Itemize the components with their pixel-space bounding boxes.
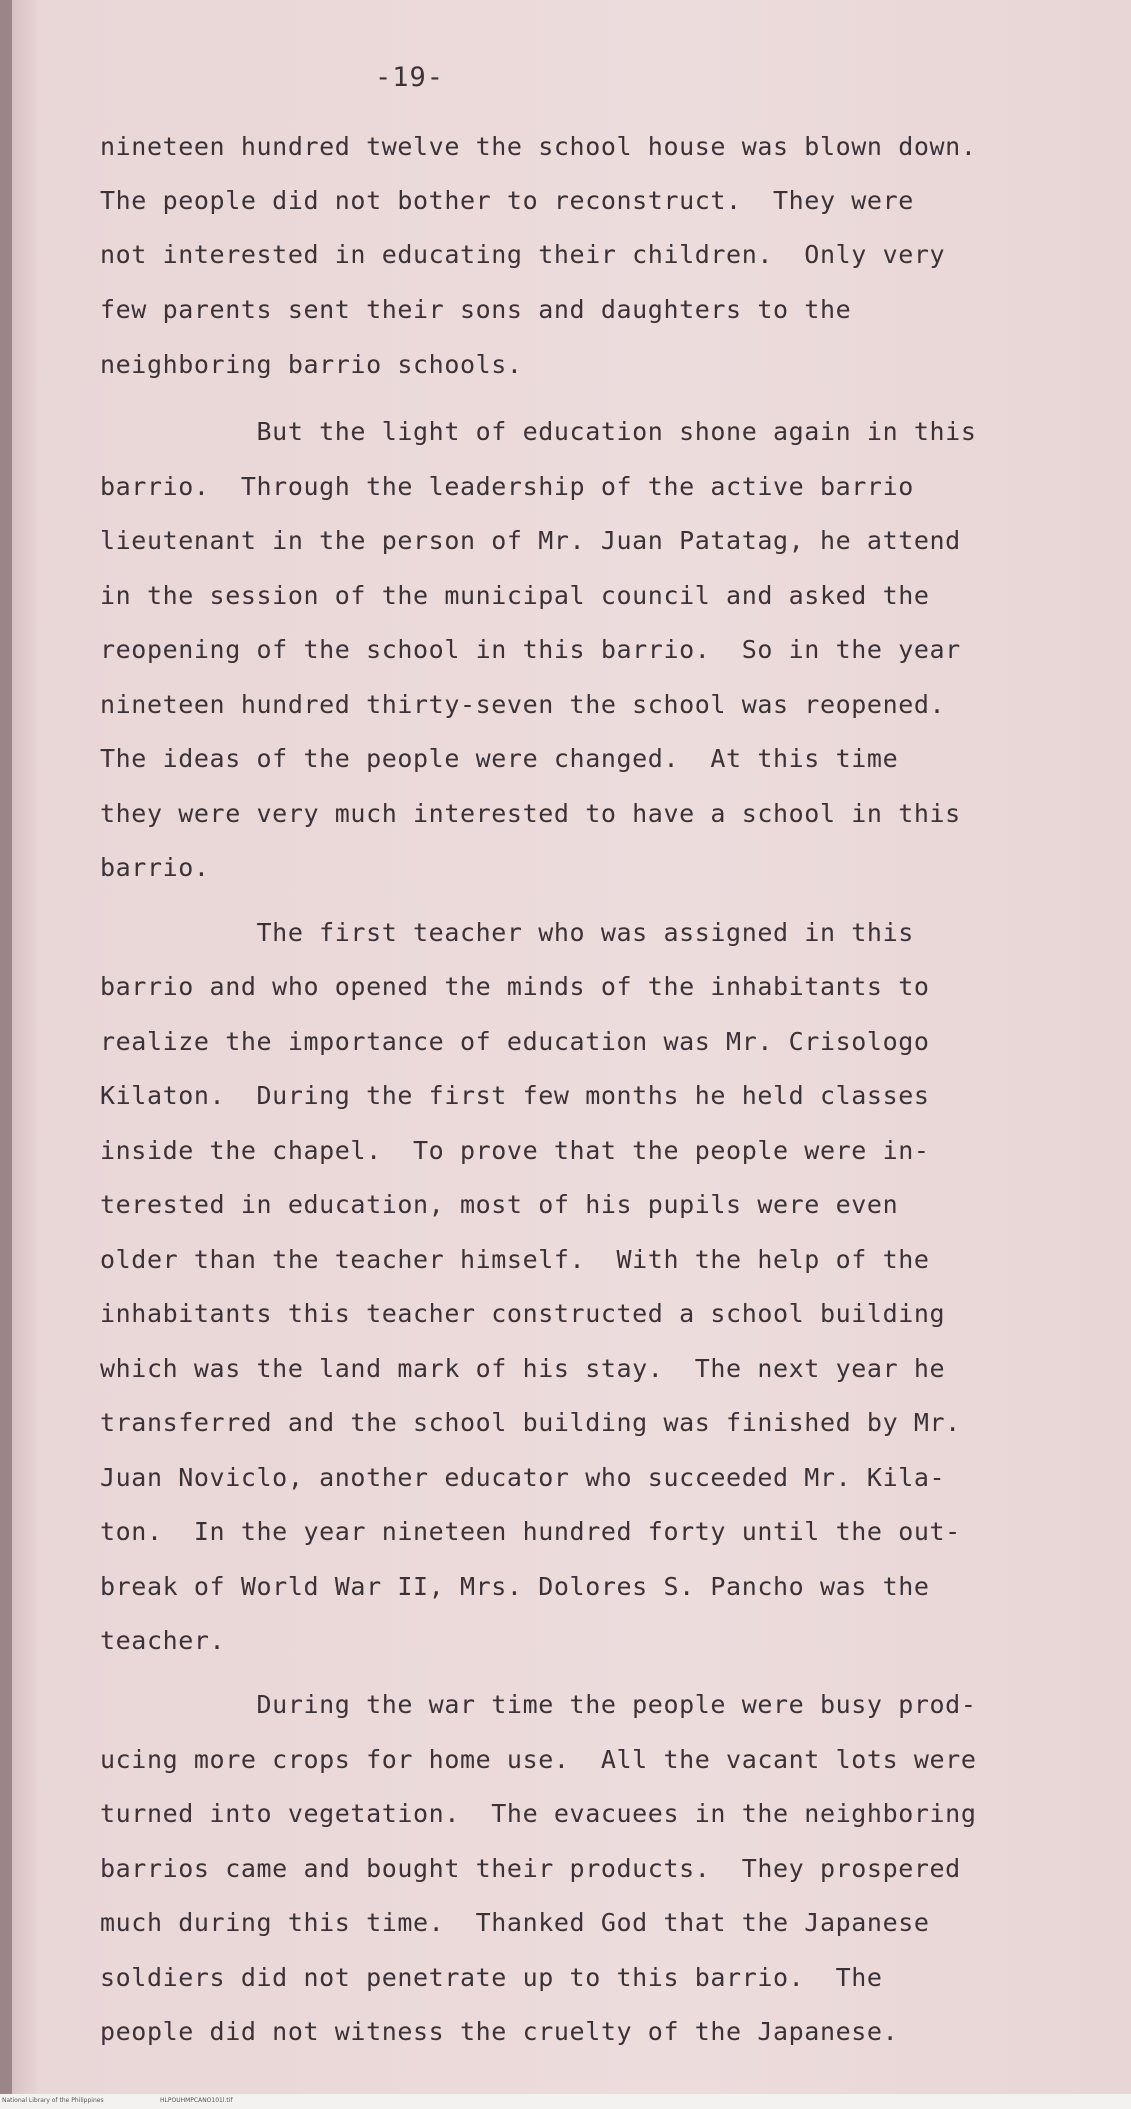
page-number: -19-	[375, 62, 445, 93]
text-line: Juan Noviclo, another educator who succeeded Mr. Kila-	[100, 1463, 946, 1492]
text-line: barrio. Through the leadership of the active barrio	[100, 472, 914, 501]
text-line: teacher.	[100, 1626, 226, 1655]
text-line: lieutenant in the person of Mr. Juan Patatag, he attend	[100, 526, 961, 555]
text-line: ton. In the year nineteen hundred forty until the out-	[100, 1517, 961, 1546]
text-line: older than the teacher himself. With the help of the	[100, 1245, 930, 1274]
text-line: barrio and who opened the minds of the inhabitants to	[100, 972, 930, 1001]
footer-right-text: HLPOUHMPCANO101l.tif	[160, 2097, 233, 2104]
text-line: they were very much interested to have a school in this	[100, 799, 961, 828]
footer-left-text: National Library of the Philippines	[2, 2097, 104, 2104]
text-line: The ideas of the people were changed. At this time	[100, 744, 899, 773]
text-line: transferred and the school building was finished by Mr.	[100, 1408, 961, 1437]
text-line: turned into vegetation. The evacuees in the neighboring	[100, 1799, 977, 1828]
text-line: But the light of education shone again in this	[100, 417, 977, 446]
text-line: ucing more crops for home use. All the vacant lots were	[100, 1745, 977, 1774]
text-line: neighboring barrio schools.	[100, 350, 523, 379]
text-line: in the session of the municipal council and asked the	[100, 581, 930, 610]
text-line: much during this time. Thanked God that the Japanese	[100, 1908, 930, 1937]
text-line: break of World War II, Mrs. Dolores S. Pancho was the	[100, 1572, 930, 1601]
text-line: inhabitants this teacher constructed a school building	[100, 1299, 946, 1328]
text-line: During the war time the people were busy prod-	[100, 1690, 977, 1719]
text-line: soldiers did not penetrate up to this barrio. The	[100, 1963, 883, 1992]
text-line: reopening of the school in this barrio. So in the year	[100, 635, 961, 664]
text-line: terested in education, most of his pupils were even	[100, 1190, 899, 1219]
text-line: nineteen hundred twelve the school house was blown down.	[100, 132, 977, 161]
page-binding-edge	[0, 0, 12, 2109]
text-line: barrios came and bought their products. They prospered	[100, 1854, 961, 1883]
text-line: nineteen hundred thirty-seven the school was reopened.	[100, 690, 946, 719]
text-line: The first teacher who was assigned in this	[100, 918, 914, 947]
text-line: The people did not bother to reconstruct. They were	[100, 186, 914, 215]
text-line: inside the chapel. To prove that the people were in-	[100, 1136, 930, 1165]
text-line: realize the importance of education was Mr. Crisologo	[100, 1027, 930, 1056]
text-line: not interested in educating their children. Only very	[100, 240, 946, 269]
text-line: Kilaton. During the first few months he held classes	[100, 1081, 930, 1110]
text-line: few parents sent their sons and daughters to the	[100, 295, 852, 324]
text-line: people did not witness the cruelty of the Japanese.	[100, 2017, 899, 2046]
footer-bar	[0, 2094, 1131, 2109]
text-line: barrio.	[100, 853, 210, 882]
text-line: which was the land mark of his stay. The next year he	[100, 1354, 946, 1383]
